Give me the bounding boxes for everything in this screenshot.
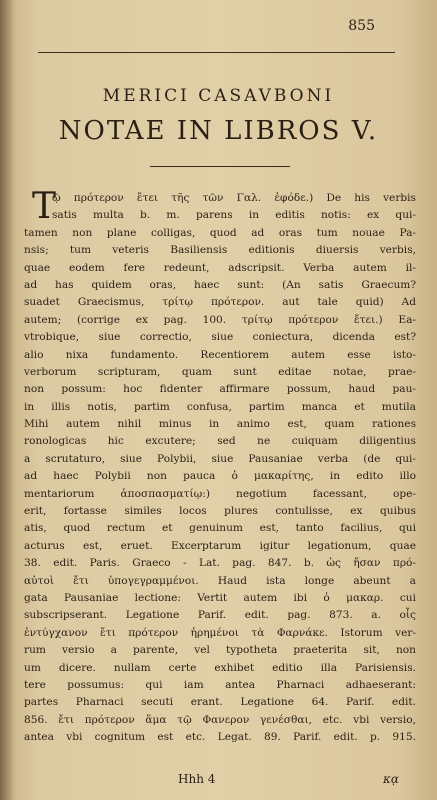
- text-line: tere possumus: qui iam antea Pharnaci adhaeserant:: [24, 678, 416, 691]
- text-line: autem; (corrige ex pag. 100. τρίτῳ πρότερον ἔτει.) Ea-: [24, 313, 416, 326]
- header-rule: [38, 52, 395, 53]
- text-line: acturus est, eruet. Excerptarum igitur legationum, quae: [24, 539, 416, 552]
- text-line: ῷ πρότερον ἔτει τῆς τῶν Γαλ. ἐφόδε.) De his verbis: [52, 192, 416, 204]
- page-title: NOTAE IN LIBROS V.: [58, 116, 379, 146]
- text-line: mentariorum ἀποσπασματίῳ:) negotium facessant, ope-: [24, 487, 416, 500]
- text-line: subscripserant. Legatione Parif. edit. pag. 873. a. οἷς: [24, 609, 416, 622]
- text-line: satis multa b. m. parens in editis notis: ex qui-: [52, 209, 416, 222]
- catchword: κᾳ: [383, 772, 399, 786]
- text-line: suadet Graecismus, τρίτῳ πρότερον. aut tale quid) Ad: [24, 296, 416, 309]
- text-line: ἐντύγχανον ἔτι πρότερον ἡρημένοι τὰ Φαρνάκε. Istorum ver-: [24, 626, 416, 639]
- drop-cap: T: [32, 186, 57, 227]
- text-line: nsis; tum veteris Basiliensis editionis diuersis verbis,: [24, 244, 416, 257]
- text-line: vtrobique, siue correctio, siue coniectura, dicenda est?: [24, 331, 416, 344]
- page-number: 855: [348, 18, 375, 34]
- text-line: quae eodem fere redeunt, adscripsit. Verba autem il-: [24, 261, 416, 274]
- page-footer: [0, 772, 437, 792]
- text-line: ad haec Polybii non pauca ὁ μακαρίτης, in edito illo: [24, 470, 416, 483]
- text-line: 856. ἔτι πρότερον ἅμα τῷ Φανερον γενέσθαι, etc. vbi versio,: [24, 713, 416, 726]
- signature-mark: Hhh 4: [178, 772, 216, 786]
- text-line: partes Pharnaci secuti erant. Legatione 64. Parif. edit.: [24, 696, 416, 709]
- text-line: ad has quidem oras, haec sunt: (An satis Graecum?: [24, 278, 416, 291]
- title-rule: [150, 166, 290, 167]
- text-line: a scrutaturo, siue Polybii, siue Pausaniae verba (de qui-: [24, 452, 416, 465]
- text-line: non possum: hoc fidenter affirmare possum, haud pau-: [24, 383, 416, 396]
- text-line: ronologicas hic excutere; sed ne cuiquam diligentius: [24, 435, 416, 448]
- text-line: atis, quod rectum et genuinum est, tanto facilius, qui: [24, 522, 416, 535]
- text-line: αὐτοὶ ἔτι ὑπογεγραμμένοι. Haud ista longe abeunt a: [24, 574, 416, 587]
- text-line: erit, fortasse similes locos plures contulisse, ex quibus: [24, 505, 416, 518]
- text-line: rum versio a parente, vel typotheta praeterita sit, non: [24, 644, 416, 657]
- text-line: verborum scripturam, quam sunt editae notae, prae-: [24, 365, 416, 378]
- text-line: um dicere. nullam certe exhibet editio illa Parisiensis.: [24, 661, 416, 674]
- text-line: Mihi autem nihil minus in animo est, quam rationes: [24, 418, 416, 431]
- text-line: 38. edit. Paris. Graeco - Lat. pag. 847. b. ὡς ἤσαν πρό-: [24, 557, 416, 570]
- text-line: alio nixa fundamento. Recentiorem autem esse isto-: [24, 348, 416, 361]
- author-heading: MERICI CASAVBONI: [102, 86, 335, 106]
- text-line: gata Pausaniae lectione: Vertit autem ibi ὁ μακαρ. cui: [24, 591, 416, 604]
- text-line: antea vbi cognitum est etc. Legat. 89. Parif. edit. p. 915.: [24, 731, 416, 744]
- text-line: tamen non plane colligas, quod ad oras tum nouae Pa-: [24, 226, 416, 239]
- body-text: [24, 186, 416, 747]
- text-line: in illis notis, partim confusa, partim manca et mutila: [24, 400, 416, 413]
